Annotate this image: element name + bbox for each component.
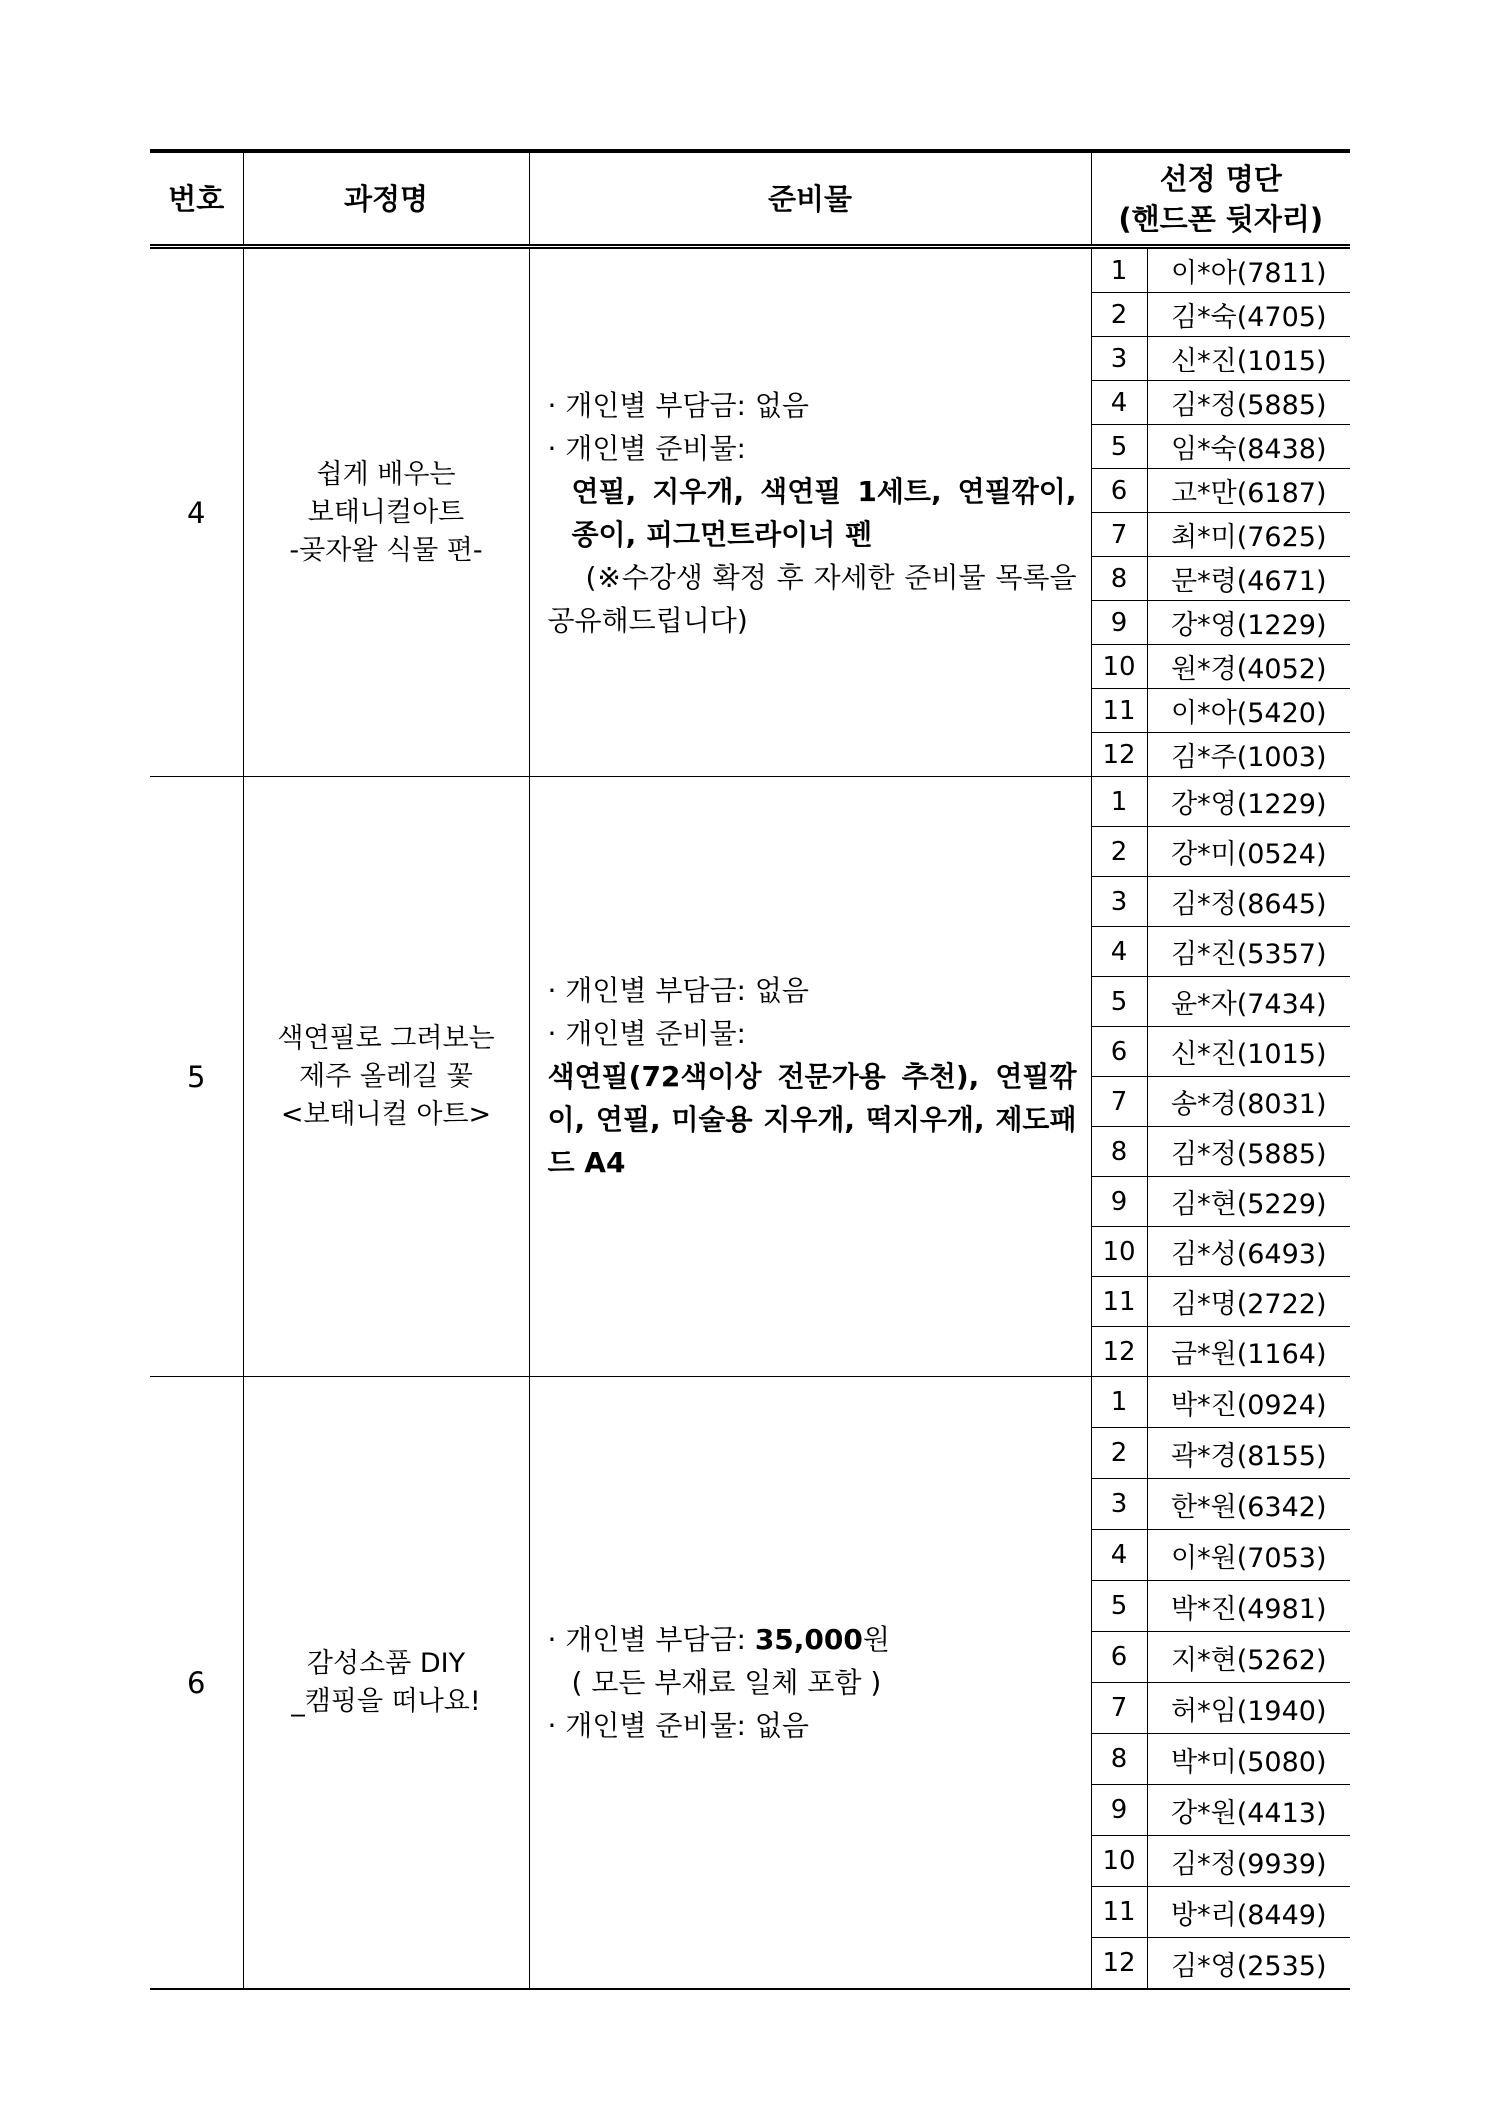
header-course: 과정명	[243, 151, 529, 247]
list-index: 8	[1091, 1127, 1147, 1177]
prep-line	[548, 1618, 1077, 1661]
list-index: 5	[1091, 425, 1147, 469]
list-index: 2	[1091, 293, 1147, 337]
prep-note: (※수강생 확정 후 자세한 준비물 목록을 공유해드립니다)	[547, 560, 1077, 637]
list-index: 8	[1091, 557, 1147, 601]
list-index: 2	[1091, 1428, 1147, 1479]
course-name	[243, 777, 529, 1377]
list-index: 3	[1091, 1479, 1147, 1530]
prep-line: · 개인별 부담금: 없음	[547, 388, 809, 422]
participant-name: 김*주(1003)	[1147, 733, 1350, 777]
list-index: 11	[1091, 689, 1147, 733]
course-number: 4	[150, 247, 243, 777]
list-index: 8	[1091, 1734, 1147, 1785]
prep-line: · 개인별 준비물:	[547, 1017, 746, 1050]
course-number: 5	[150, 777, 243, 1377]
list-index: 11	[1091, 1887, 1147, 1938]
participant-name: 곽*경(8155)	[1147, 1428, 1350, 1479]
participant-name: 고*만(6187)	[1147, 469, 1350, 513]
participant-name: 송*경(8031)	[1147, 1077, 1350, 1127]
list-index: 12	[1091, 733, 1147, 777]
list-index: 10	[1091, 1836, 1147, 1887]
participant-name: 김*정(8645)	[1147, 877, 1350, 927]
list-index: 5	[1091, 977, 1147, 1027]
header-selection-line1: 선정 명단	[1159, 161, 1282, 196]
participant-name: 이*원(7053)	[1147, 1530, 1350, 1581]
header-num: 번호	[150, 151, 243, 247]
participant-name: 김*숙(4705)	[1147, 293, 1350, 337]
course-name-line: 보태니컬아트	[307, 496, 465, 528]
participant-name: 지*현(5262)	[1147, 1632, 1350, 1683]
list-index: 4	[1091, 927, 1147, 977]
list-index: 2	[1091, 827, 1147, 877]
participant-name: 박*진(0924)	[1147, 1377, 1350, 1428]
participant-name: 이*아(7811)	[1147, 247, 1350, 293]
participant-name: 강*원(4413)	[1147, 1785, 1350, 1836]
list-index: 10	[1091, 1227, 1147, 1277]
list-index: 4	[1091, 381, 1147, 425]
preparation	[529, 1377, 1091, 1990]
prep-line: · 개인별 부담금: 없음	[547, 974, 809, 1007]
participant-name: 강*미(0524)	[1147, 827, 1350, 877]
participant-name: 금*원(1164)	[1147, 1327, 1350, 1377]
list-index: 1	[1091, 247, 1147, 293]
list-index: 1	[1091, 777, 1147, 827]
list-index: 9	[1091, 1177, 1147, 1227]
prep-fee-label: · 개인별 부담금:	[547, 1623, 755, 1656]
participant-name: 박*미(5080)	[1147, 1734, 1350, 1785]
list-index: 7	[1091, 1683, 1147, 1734]
participant-name: 임*숙(8438)	[1147, 425, 1350, 469]
preparation	[529, 247, 1091, 777]
course-name-line: 제주 올레길 꽃	[299, 1060, 473, 1092]
participant-name: 방*리(8449)	[1147, 1887, 1350, 1938]
list-index: 11	[1091, 1277, 1147, 1327]
preparation	[529, 777, 1091, 1377]
list-index: 12	[1091, 1327, 1147, 1377]
header-selection-line2: (핸드폰 뒷자리)	[1118, 201, 1324, 236]
course-number: 6	[150, 1377, 243, 1990]
participant-name: 김*명(2722)	[1147, 1277, 1350, 1327]
header-selection	[1091, 151, 1350, 247]
participant-name: 김*영(2535)	[1147, 1938, 1350, 1990]
participant-name: 박*진(4981)	[1147, 1581, 1350, 1632]
list-index: 9	[1091, 601, 1147, 645]
header-prep: 준비물	[529, 151, 1091, 247]
list-index: 5	[1091, 1581, 1147, 1632]
course-name-line: 감성소품 DIY	[306, 1647, 466, 1679]
list-index: 7	[1091, 513, 1147, 557]
course-name	[243, 1377, 529, 1990]
list-index: 1	[1091, 1377, 1147, 1428]
participant-name: 김*현(5229)	[1147, 1177, 1350, 1227]
prep-fee-amount: 35,000	[754, 1623, 863, 1656]
table-header-row	[150, 151, 1350, 247]
list-index: 10	[1091, 645, 1147, 689]
participant-name: 김*정(9939)	[1147, 1836, 1350, 1887]
participant-name: 김*성(6493)	[1147, 1227, 1350, 1277]
participant-name: 한*원(6342)	[1147, 1479, 1350, 1530]
list-index: 3	[1091, 337, 1147, 381]
selection-table	[150, 149, 1350, 1990]
participant-name: 김*진(5357)	[1147, 927, 1350, 977]
participant-name: 원*경(4052)	[1147, 645, 1350, 689]
participant-name: 신*진(1015)	[1147, 1027, 1350, 1077]
prep-line: · 개인별 준비물: 없음	[547, 1709, 809, 1742]
course-name-line: <보태니컬 아트>	[280, 1098, 492, 1130]
prep-fee-unit: 원	[862, 1623, 890, 1656]
participant-name: 윤*자(7434)	[1147, 977, 1350, 1027]
participant-name: 허*임(1940)	[1147, 1683, 1350, 1734]
list-index: 12	[1091, 1938, 1147, 1990]
list-index: 6	[1091, 1027, 1147, 1077]
list-index: 4	[1091, 1530, 1147, 1581]
participant-name: 문*령(4671)	[1147, 557, 1350, 601]
prep-line-bold: 연필, 지우개, 색연필 1세트, 연필깎이, 종이, 피그먼트라이너 펜	[571, 474, 1077, 551]
participant-name: 신*진(1015)	[1147, 337, 1350, 381]
participant-name: 강*영(1229)	[1147, 777, 1350, 827]
table-row	[150, 1377, 1350, 1428]
participant-name: 최*미(7625)	[1147, 513, 1350, 557]
course-name-line: -곶자왈 식물 편-	[289, 534, 483, 566]
participant-name: 김*정(5885)	[1147, 381, 1350, 425]
list-index: 9	[1091, 1785, 1147, 1836]
list-index: 3	[1091, 877, 1147, 927]
table-row	[150, 777, 1350, 827]
course-name-line: _캠핑을 떠나요!	[291, 1685, 481, 1717]
course-name	[243, 247, 529, 777]
course-name-line: 쉽게 배우는	[316, 458, 456, 490]
table-row	[150, 247, 1350, 293]
prep-line: · 개인별 준비물:	[547, 431, 746, 465]
prep-note: ( 모든 부재료 일체 포함 )	[571, 1666, 882, 1699]
course-name-line: 색연필로 그려보는	[277, 1022, 495, 1054]
list-index: 6	[1091, 1632, 1147, 1683]
participant-name: 이*아(5420)	[1147, 689, 1350, 733]
list-index: 7	[1091, 1077, 1147, 1127]
prep-line-bold: 색연필(72색이상 전문가용 추천), 연필깎이, 연필, 미술용 지우개, 떡지우개, 제도패드 A4	[547, 1060, 1077, 1179]
participant-name: 강*영(1229)	[1147, 601, 1350, 645]
participant-name: 김*정(5885)	[1147, 1127, 1350, 1177]
list-index: 6	[1091, 469, 1147, 513]
